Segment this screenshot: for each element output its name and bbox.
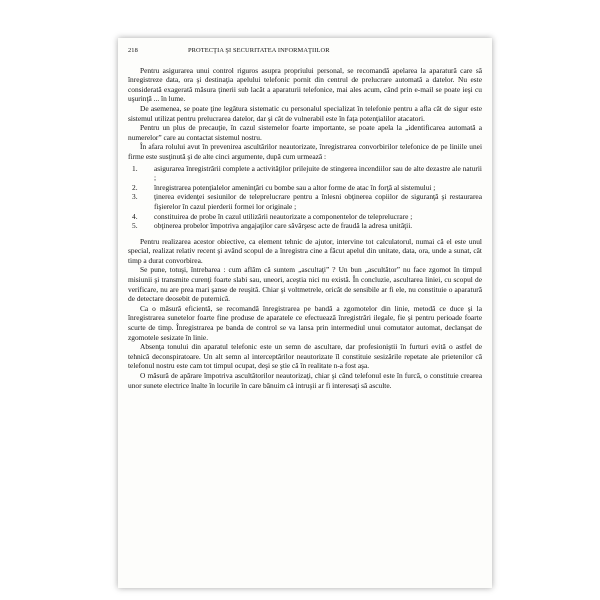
list-number: 4. (132, 211, 138, 221)
list-text: înregistrarea potenţialelor ameninţări cu bombe sau a altor forme de atac în forţă al sistemului ; (154, 182, 436, 192)
paragraph: În afara rolului avut în prevenirea ascultărilor neautorizate, înregistrarea convorbirilor telefonice de pe liniile unei firme este susţinută şi de alte cinci argumente, după cum urmează : (128, 142, 482, 161)
list-number: 2. (132, 182, 138, 192)
list-item (128, 221, 482, 231)
paragraph: Absenţa tonului din aparatul telefonic este un semn de ascultare, dar profesioniştii în furturi evită o astfel de tehnică deconspiratoare. Un alt semn al interceptărilor neautorizate îl constituie sesizările repetate ale prietenilor că telefonul nostru este cam tot timpul ocupat, deşi se ştie că în realitate n-a fost aşa. (128, 342, 482, 371)
running-title: PROTECŢIA ŞI SECURITATEA INFORMAŢIILOR (188, 47, 330, 54)
page-number: 218 (128, 47, 138, 54)
paragraph: De asemenea, se poate ţine legătura sistematic cu personalul specializat în telefonie pentru a afla cât de sigur este sistemul utilizat pentru prelucrarea datelor, dar şi cât de vulnerabil este în faţa potenţialilor atacatori. (128, 103, 482, 123)
list-item (128, 164, 482, 183)
list-text: obţinerea probelor împotriva angajaţilor care săvârşesc acte de fraudă la adresa unităţii. (154, 221, 413, 231)
paragraph: Se pune, totuşi, întrebarea : cum aflăm că suntem „ascultaţi” ? Un bun „ascultător” nu face zgomot în timpul misiunii şi transmite curenţi foarte slabi sau, uneori, aceştia nici nu există. În concluzie, ascultarea liniei, cu scopul de verificare, nu are prea mari şanse de reuşită. Chiar şi voltmetrele, oricât de sensibile ar fi ele, nu constituie o aparatură de detectare deosebit de puternică. (128, 265, 482, 304)
list-number: 5. (132, 221, 138, 231)
list-item (128, 192, 482, 211)
paragraph: Pentru un plus de precauţie, în cazul sistemelor foarte importante, se poate apela la „identificarea automată a numerelor” care au contactat sistemul nostru. (128, 123, 482, 142)
running-header (128, 46, 482, 56)
list-number: 1. (132, 163, 138, 173)
list-text: ţinerea evidenţei sesiunilor de teleprelucrare pentru a înlesni obţinerea copiilor de siguranţă şi restaurarea fişierelor în cazul pierderii formei lor originale ; (154, 192, 482, 211)
list-item (128, 212, 482, 222)
paragraph: Ca o măsură eficientă, se recomandă înregistrarea pe bandă a zgomotelor din linie, metodă ce duce şi la înregistrarea sunetelor foarte fine produse de aparatele ce efectuează înregistrări ilegale, fie şi pentru perioade foarte scurte de timp. Înregistrarea pe banda de control se va lansa prin intermediul unui comutator automat, declanşat de zgomotele sesizate în linie. (128, 303, 482, 342)
argument-list (128, 164, 482, 231)
list-item (128, 183, 482, 193)
paragraph: O măsură de apărare împotriva ascultătorilor neautorizaţi, chiar şi când telefonul este în furcă, o constituie crearea unor sunete electrice înalte în locurile în care bănuim că intruşii ar fi interesaţi să asculte. (128, 371, 482, 390)
list-text: constituirea de probe în cazul utilizării neautorizate a componentelor de teleprelucrare ; (154, 211, 413, 221)
paragraph: Pentru asigurarea unui control riguros asupra propriului personal, se recomandă apelarea la aparatură care să înregistreze data, ora şi destinaţia apelului telefonic pornit din centrul de prelucrare automată a datelor. Nu este considerată exagerată măsura ţinerii sub lacăt a aparaturii telefonice, mai ales acum, când prin e-mail se poate ieşi cu uşurinţă ... în lume. (128, 65, 482, 104)
list-text: asigurarea înregistrării complete a activităţilor prilejuite de stingerea incendiilor sau de alte dezastre ale naturii ; (154, 163, 482, 183)
book-page (118, 38, 492, 588)
list-number: 3. (132, 192, 138, 202)
paragraph: Pentru realizarea acestor obiective, ca element tehnic de ajutor, intervine tot calculatorul, numai că el este unul special, realizat relativ recent şi având scopul de a înregistra cine a făcut apelul din unitate, data, ora, unde a sunat, cât timp a durat convorbirea. (128, 236, 482, 265)
page-content (128, 46, 482, 390)
